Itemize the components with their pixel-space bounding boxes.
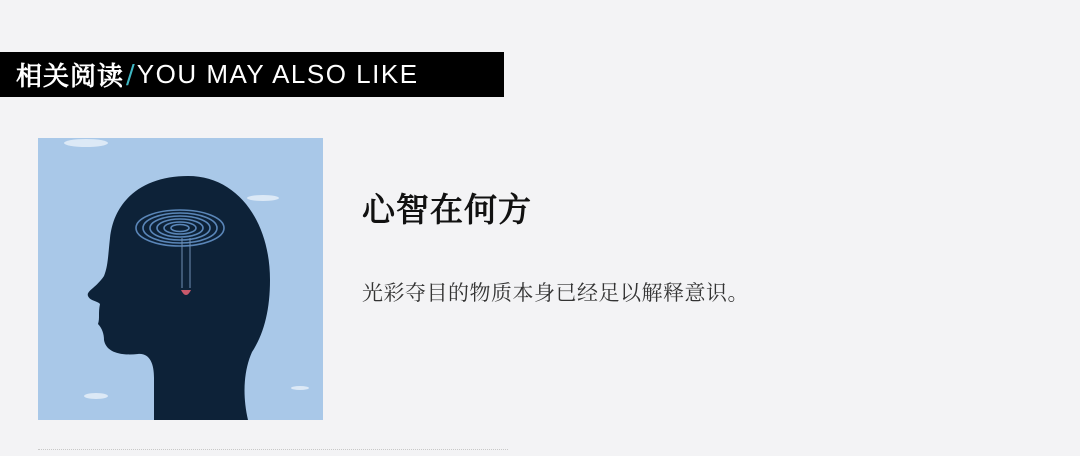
section-title-separator: / xyxy=(126,59,135,90)
section-header xyxy=(0,52,504,97)
article-summary: 光彩夺目的物质本身已经足以解释意识。 xyxy=(362,281,749,305)
article-title[interactable]: 心智在何方 xyxy=(362,190,532,229)
divider xyxy=(38,449,508,450)
related-article-card[interactable] xyxy=(38,138,838,420)
article-thumbnail[interactable] xyxy=(38,138,323,420)
section-title-en: YOU MAY ALSO LIKE xyxy=(136,59,419,89)
head-maze-illustration-icon xyxy=(38,138,323,420)
section-title-zh: 相关阅读 xyxy=(16,62,125,92)
